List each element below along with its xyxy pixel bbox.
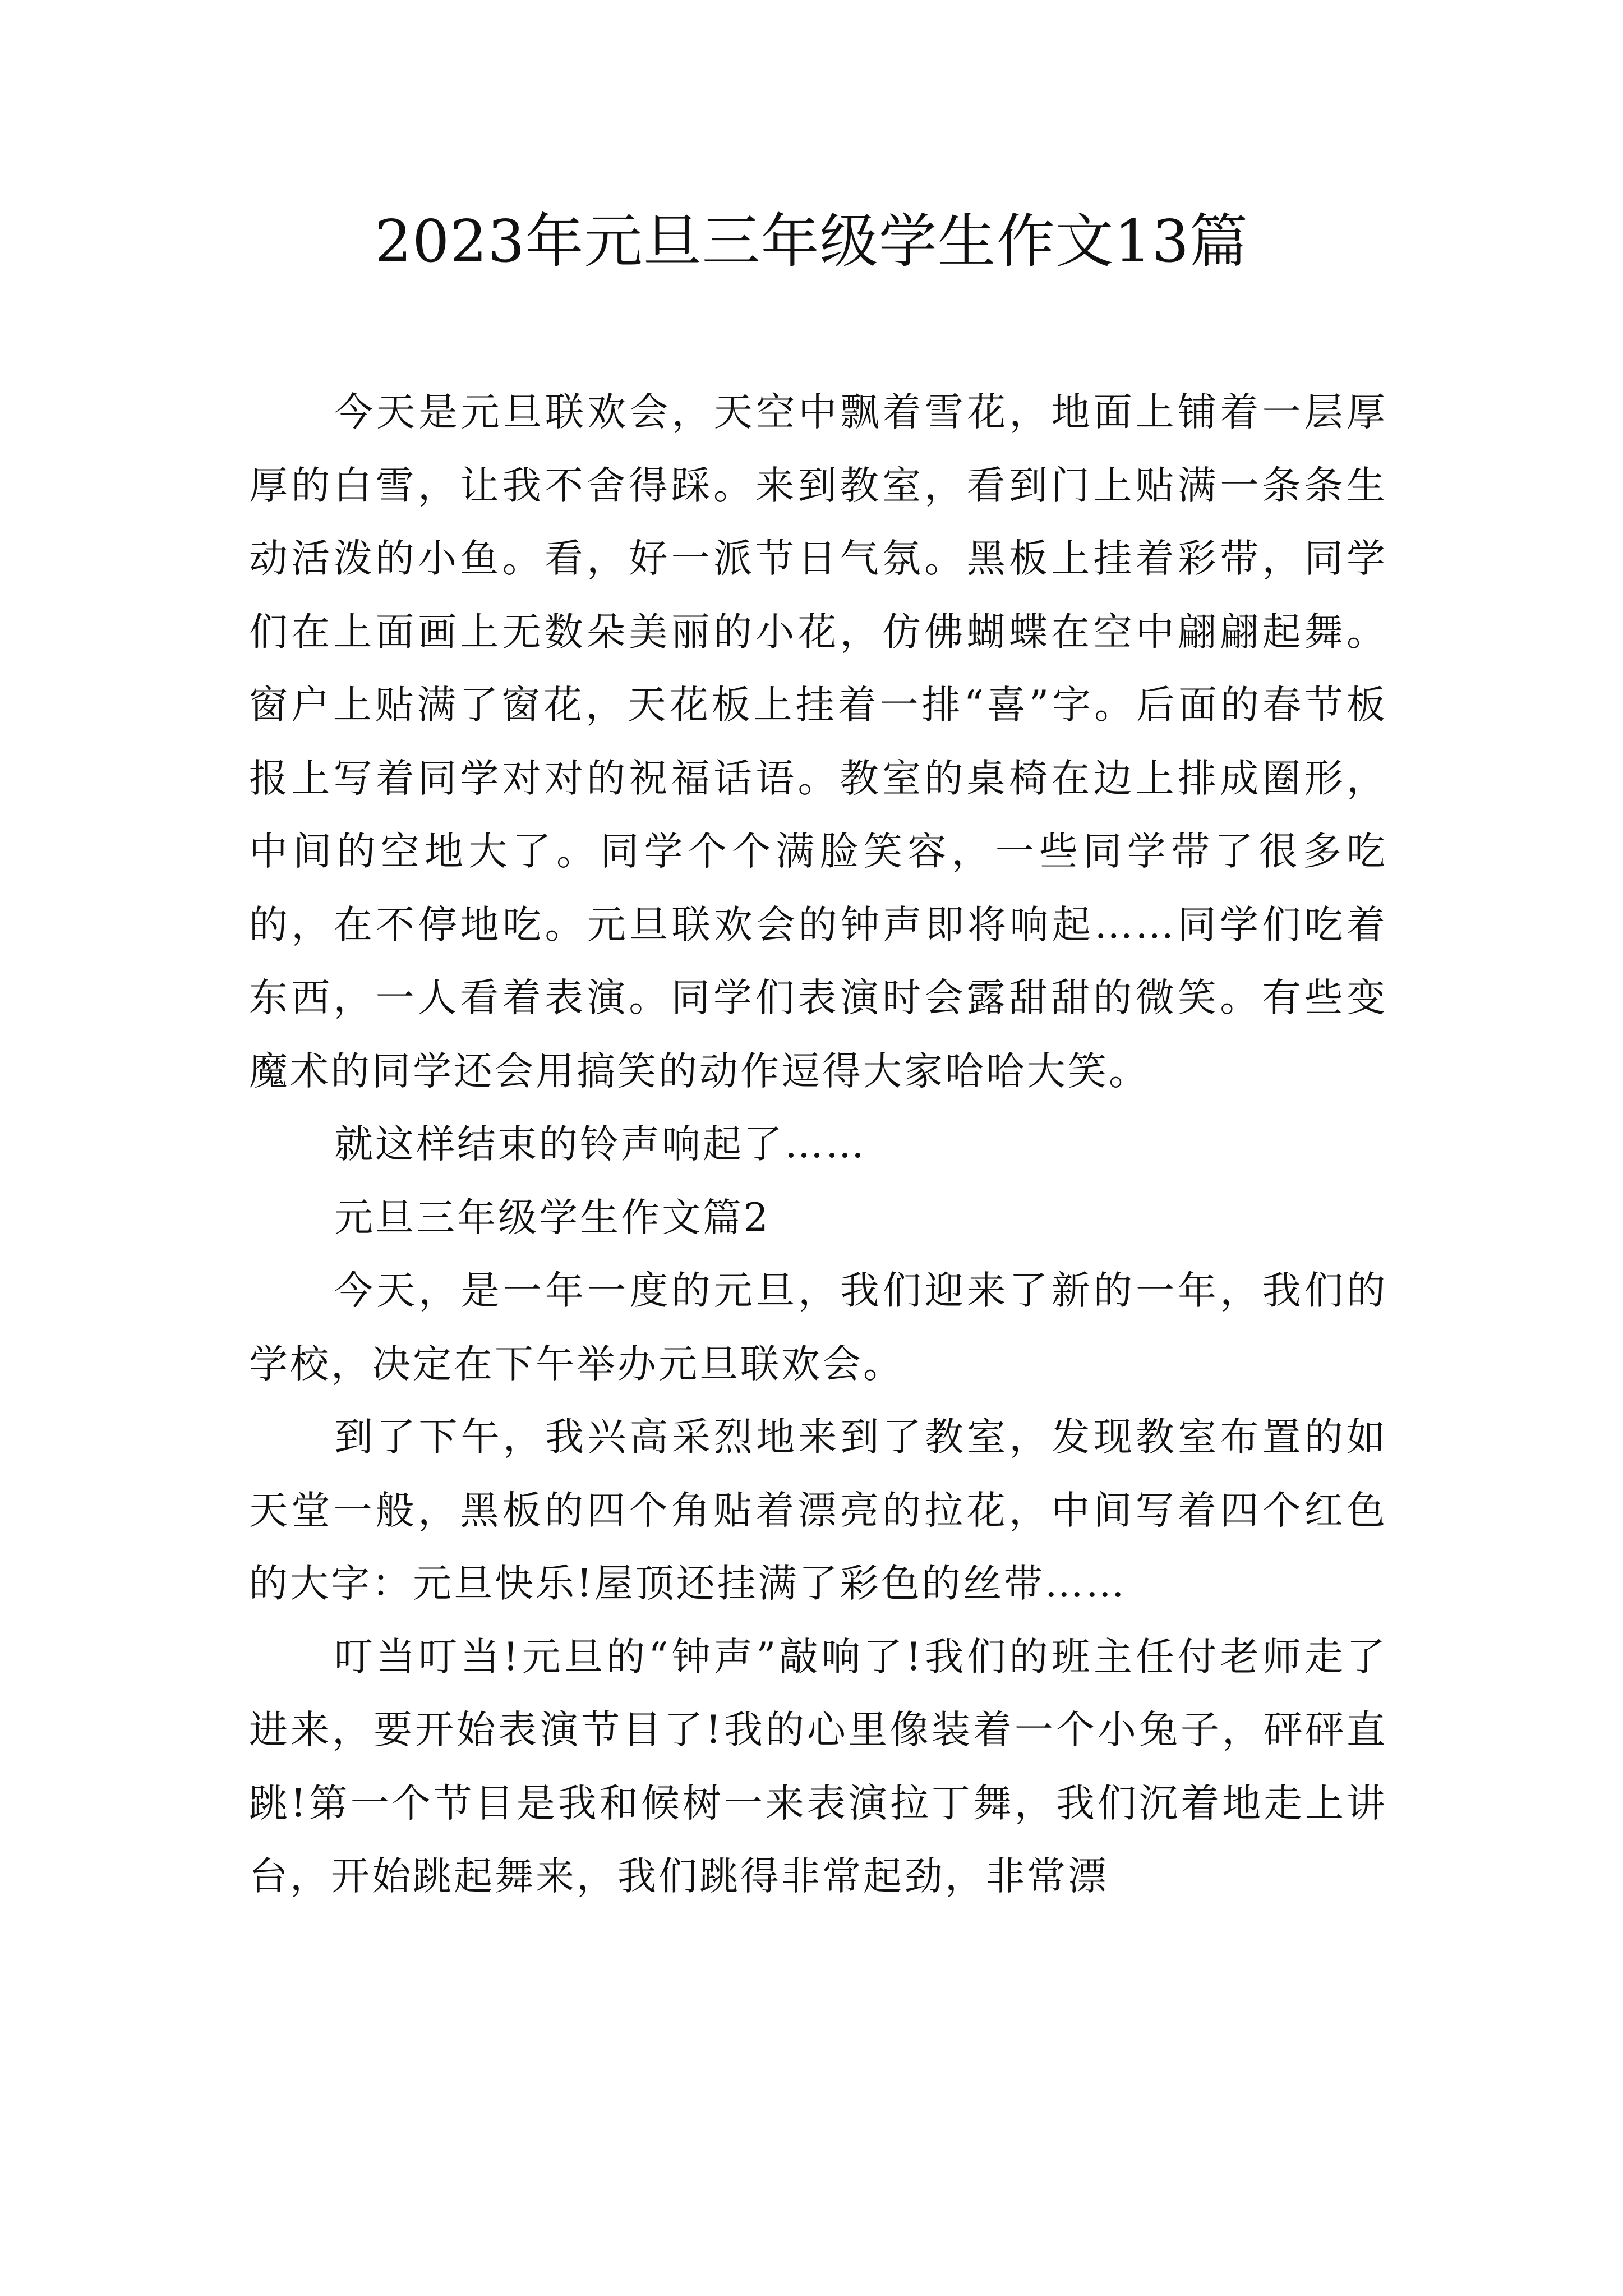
- document-body: [249, 376, 1387, 1913]
- paragraph: 今天，是一年一度的元旦，我们迎来了新的一年，我们的学校，决定在下午举办元旦联欢会。: [249, 1268, 1387, 1387]
- section-heading: 元旦三年级学生作文篇2: [334, 1195, 771, 1240]
- paragraph: 就这样结束的铃声响起了……: [334, 1122, 866, 1167]
- paragraph: 叮当叮当!元旦的“钟声”敲响了!我们的班主任付老师走了进来，要开始表演节目了!我的心里像装着一个小兔子，砰砰直跳!第一个节目是我和候树一来表演拉丁舞，我们沉着地走上讲台，开始跳起舞来，我们跳得非常起劲，非常漂: [249, 1634, 1387, 1899]
- paragraph: 到了下午，我兴高采烈地来到了教室，发现教室布置的如天堂一般，黑板的四个角贴着漂亮的拉花，中间写着四个红色的大字：元旦快乐!屋顶还挂满了彩色的丝带……: [249, 1415, 1387, 1606]
- document-title: 2023年元旦三年级学生作文13篇: [374, 207, 1248, 275]
- paragraph: 今天是元旦联欢会，天空中飘着雪花，地面上铺着一层厚厚的白雪，让我不舍得踩。来到教室，看到门上贴满一条条生动活泼的小鱼。看，好一派节日气氛。黑板上挂着彩带，同学们在上面画上无数朵美丽的小花，仿佛蝴蝶在空中翩翩起舞。窗户上贴满了窗花，天花板上挂着一排“喜”字。后面的春节板报上写着同学对对的祝福话语。教室的桌椅在边上排成圈形，中间的空地大了。同学个个满脸笑容，一些同学带了很多吃的，在不停地吃。元旦联欢会的钟声即将响起……同学们吃着东西，一人看着表演。同学们表演时会露甜甜的微笑。有些变魔术的同学还会用搞笑的动作逗得大家哈哈大笑。: [249, 390, 1387, 1094]
